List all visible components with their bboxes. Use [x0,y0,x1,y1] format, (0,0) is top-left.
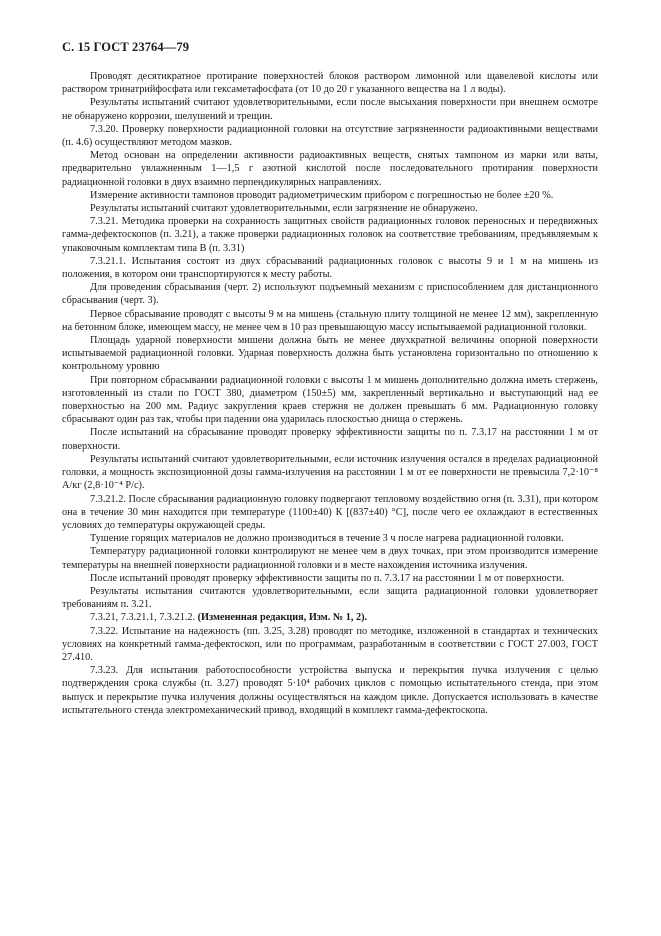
paragraph: После испытаний проводят проверку эффективности защиты по п. 7.3.17 на расстоянии 1 м от поверхности. [90,572,565,584]
paragraph: 7.3.21, 7.3.21.1, 7.3.21.2. (Измененная редакция, Изм. № 1, 2). [90,612,368,624]
paragraph: Результаты испытаний считают удовлетворительными, если источник излучения остался в пределах радиационной головки, а мощность экспозиционной дозы гамма-излучения на расстоянии 1 м от ее поверхности не превысила 7,2·10⁻⁸ А/кг (2,8·10⁻⁴ Р/с). [62,453,598,492]
paragraph: Тушение горящих материалов не должно производиться в течение 3 ч после нагрева радиационной головки. [90,533,564,545]
page-header: С. 15 ГОСТ 23764—79 [62,40,190,54]
paragraph: 7.3.20. Проверку поверхности радиационной головки на отсутствие загрязненности радиоактивными веществами (п. 4.6) осуществляют методом мазков. [62,123,598,149]
paragraph: 7.3.22. Испытание на надежность (пп. 3.25, 3.28) проводят по методике, изложенной в стандартах и технических условиях на конкретный гамма-дефектоскоп, или по программам, разработанным в соответствии с ГОСТ 27.003, ГОСТ 27.410. [62,625,598,663]
paragraph: При повторном сбрасывании радиационной головки с высоты 1 м мишень дополнительно должна иметь стержень, изготовленный из стали по ГОСТ 380, диаметром (150±5) мм, закрепленный вертикально и выступающий над ее поверхностью на 200 мм. Радиус закругления краев стержня не должен превышать 6 мм. Радиационную головку сбрасывают один раз так, чтобы при падении она ударилась плоскостью днища о стержень. [62,374,598,426]
paragraph: Для проведения сбрасывания (черт. 2) используют подъемный механизм с приспособлением для дистанционного сбрасывания (черт. 3). [62,282,598,307]
paragraph: Проводят десятикратное протирание поверхностей блоков раствором лимонной или щавелевой кислоты или раствором тринатрийфосфата или гексаметафосфата (от 10 до 20 г указанного вещества на 1 л воды). [62,71,598,96]
paragraph: 7.3.23. Для испытания работоспособности устройства выпуска и перекрытия пучка излучения с целью подтверждения срока службы (п. 3.27) проводят 5·10⁴ рабочих циклов с помощью испытательного стенда, при этом выпуск и перекрытие пучка излучения должны осуществляться на каждом цикле. Допускается использовать в качестве испытательного стенда электромеханический привод, входящий в комплект гамма-дефектоскопа. [62,665,598,716]
paragraph: Температуру радиационной головки контролируют не менее чем в двух точках, при этом производится измерение температуры на внешней поверхности радиационной головки и в месте нахождения источника излучения. [62,546,598,571]
paragraph: Результаты испытаний считают удовлетворительными, если после высыхания поверхности при внешнем осмотре не обнаружено коррозии, шелушений и трещин. [62,97,598,122]
paragraph: 7.3.21.1. Испытания состоят из двух сбрасываний радиационных головок с высоты 9 и 1 м на мишень из положения, в котором они транспортируются к месту работы. [62,255,598,281]
paragraph: Результаты испытания считаются удовлетворительными, если защита радиационной головки удовлетворяет требованиям п. 3.21. [62,585,598,611]
document-body [62,70,598,717]
paragraph: Площадь ударной поверхности мишени должна быть не менее двухкратной величины опорной поверхности испытываемой радиационной головки. Ударная поверхность должна быть установлена горизонтально по отношению к контрольному уровню [62,335,598,373]
paragraph: Измерение активности тампонов проводят радиометрическим прибором с погрешностью не более ±20 %. [90,189,554,201]
paragraph: Метод основан на определении активности радиоактивных веществ, снятых тампоном из марки или ваты, предварительно увлажненным 1—1,5 г азотной кислотой после последовательного протирания поверхности радиационной головки в двух взаимно перпендикулярных направлениях. [62,150,598,188]
paragraph: 7.3.21.2. После сбрасывания радиационную головку подвергают тепловому воздействию огня (п. 3.31), при котором она в течение 30 мин находится при температуре (1100±40) К [(837±40) °С], после чего ее охлаждают в естественных условиях до температуры окружающей среды. [62,493,598,531]
paragraph: 7.3.21. Методика проверки на сохранность защитных свойств радиационных головок переносных и передвижных гамма-дефектоскопов (п. 3.21), а также проверки радиационных головок на соответствие требованиям, предъявляемым к упаковочным комплектам типа В (п. 3.31) [62,216,598,254]
paragraph: После испытаний на сбрасывание проводят проверку эффективности защиты по п. 7.3.17 на расстоянии 1 м от поверхности. [62,427,598,452]
paragraph: Первое сбрасывание проводят с высоты 9 м на мишень (стальную плиту толщиной не менее 12 мм), закрепленную на бетонном блоке, имеющем массу, не менее чем в 10 раз превышающую массу испытываемой радиационной головки. [62,308,598,333]
paragraph: Результаты испытаний считают удовлетворительными, если загрязнение не обнаружено. [90,203,478,215]
